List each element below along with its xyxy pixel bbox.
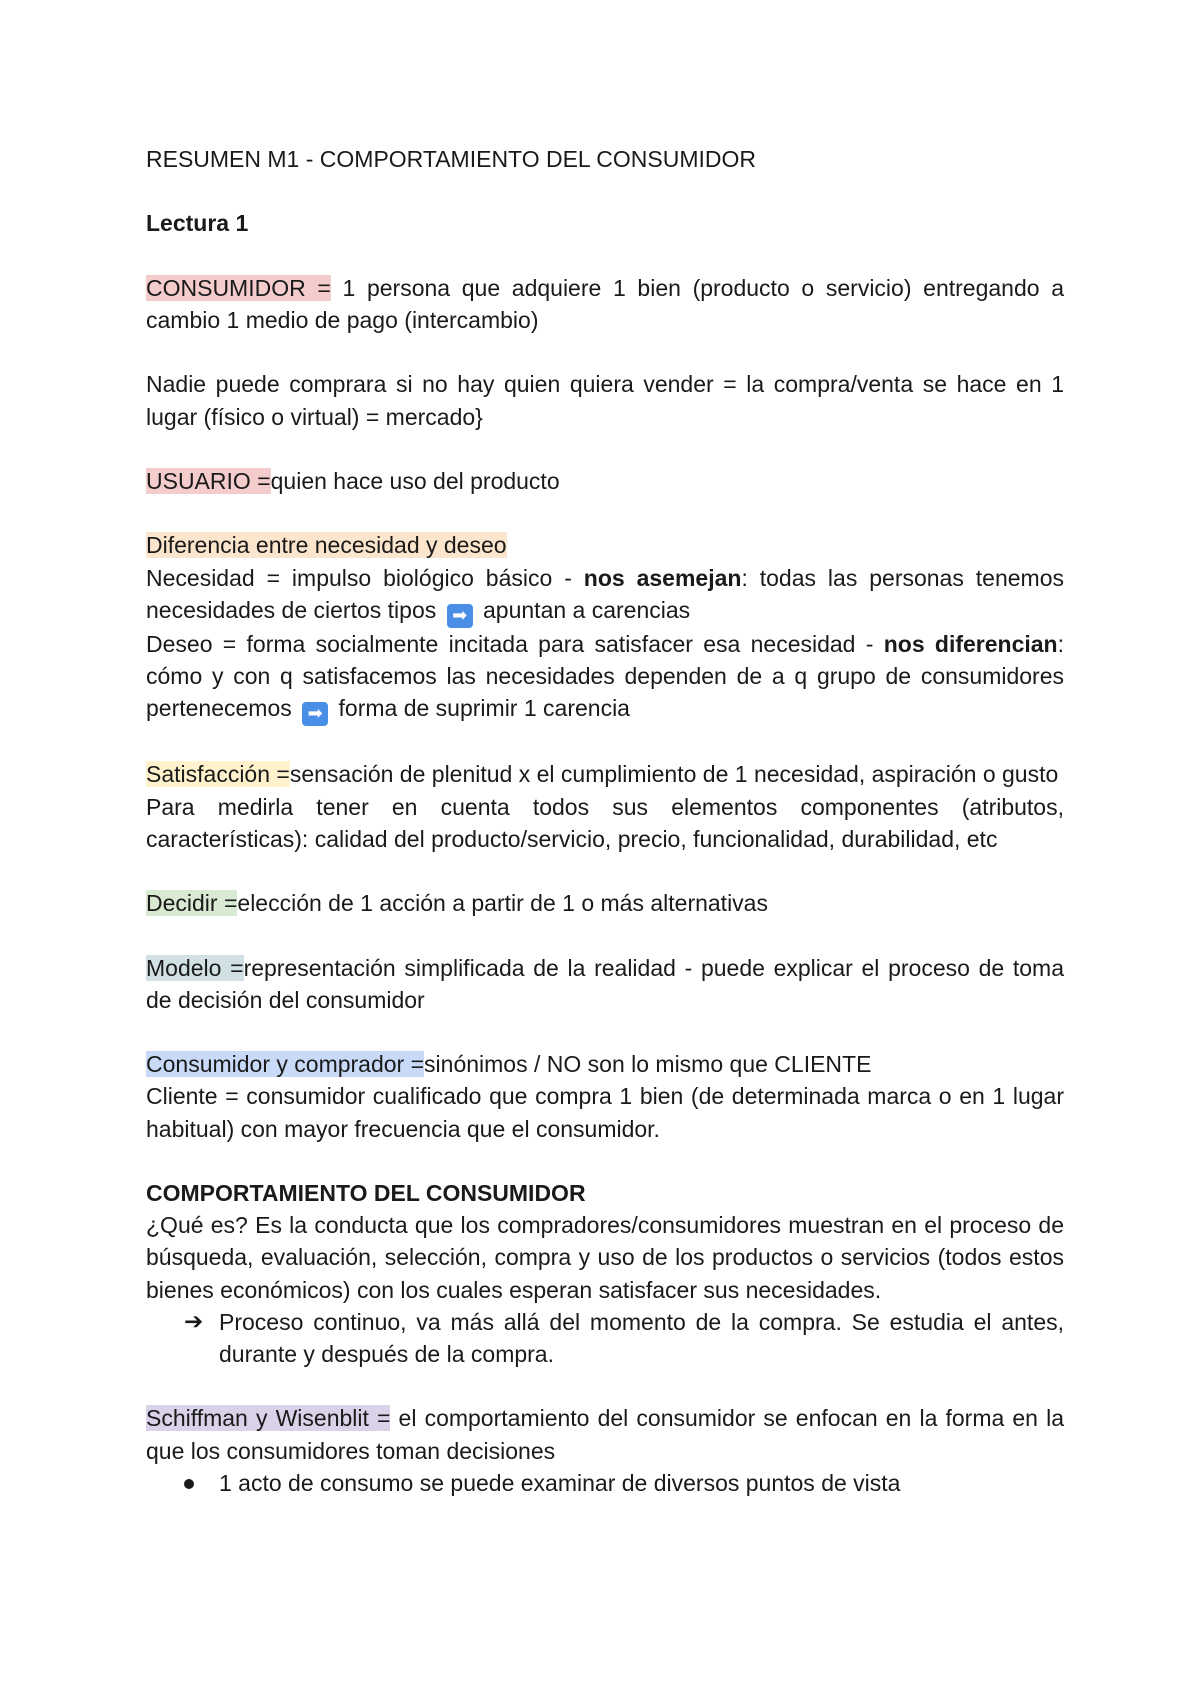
term-comprador: Consumidor y comprador = [146,1051,425,1078]
paragraph-deseo: Deseo = forma socialmente incitada para satisfacer esa necesidad - nos diferencian: cómo y con q satisfacemos las necesidades dependen de a q grupo de consumidores pertenecemos ➡ forma de suprimir 1 carencia [146,630,1064,725]
list-item [146,1306,1064,1370]
list-item-text: Proceso continuo, va más allá del momento de la compra. Se estudia el antes, durante y después de la compra. [219,1308,1064,1367]
right-arrow-icon: ➡ [302,702,328,726]
definition-usuario [146,465,1064,497]
def-consumidor: 1 persona que adquiere 1 bien (producto o servicio) entregando a cambio 1 medio de pago (intercambio) [146,274,1064,333]
section-heading-lectura: Lectura 1 [146,210,249,237]
document-title: RESUMEN M1 - COMPORTAMIENTO DEL CONSUMIDOR [146,146,756,172]
term-satisfaccion: Satisfacción = [146,761,290,788]
right-arrow-icon: ➡ [447,604,473,628]
section-heading-comportamiento: COMPORTAMIENTO DEL CONSUMIDOR [146,1179,586,1206]
list-item [146,1467,1064,1499]
def-satisfaccion: sensación de plenitud x el cumplimiento de 1 necesidad, aspiración o gusto [289,761,1059,788]
definition-consumidor [146,272,1064,336]
term-modelo: Modelo = [146,954,244,981]
def-decidir: elección de 1 acción a partir de 1 o más alternativas [237,890,768,917]
emphasis-nos-asemejan: nos asemejan [583,564,742,591]
bullet-dot-icon [184,1479,194,1489]
term-usuario: USUARIO = [146,467,271,494]
def-usuario: quien hace uso del producto [270,467,560,494]
def-schiffman: el comportamiento del consumidor se enfocan en la forma en la que los consumidores toman decisiones [146,1405,1064,1464]
paragraph-mercado: Nadie puede comprara si no hay quien quiera vender = la compra/venta se hace en 1 lugar (físico o virtual) = mercado} [146,371,1064,430]
definition-comprador [146,1048,1064,1080]
document-body [146,143,1064,1499]
paragraph-cliente: Cliente = consumidor cualificado que compra 1 bien (de determinada marca o en 1 lugar habitual) con mayor frecuencia que el consumidor. [146,1083,1064,1142]
paragraph-que-es: ¿Qué es? Es la conducta que los compradores/consumidores muestran en el proceso de búsqueda, evaluación, selección, compra y uso de los productos o servicios (todos estos bienes económicos) con los cuales esperan satisfacer sus necesidades. [146,1212,1064,1303]
emphasis-nos-diferencian: nos diferencian [883,630,1058,657]
definition-schiffman [146,1402,1064,1466]
paragraph-necesidad: Necesidad = impulso biológico básico - nos asemejan: todas las personas tenemos necesidades de ciertos tipos ➡ apuntan a carencias [146,564,1064,626]
term-schiffman: Schiffman y Wisenblit = [146,1405,391,1432]
paragraph-medir: Para medirla tener en cuenta todos sus elementos componentes (atributos, características): calidad del producto/servicio, precio, funcionalidad, durabilidad, etc [146,793,1064,852]
arrow-bullet-icon: ➔ [184,1308,204,1335]
definition-satisfaccion [146,758,1064,790]
def-comprador: sinónimos / NO son lo mismo que CLIENTE [424,1051,872,1078]
definition-modelo [146,952,1064,1016]
term-consumidor: CONSUMIDOR = [146,274,331,301]
def-modelo: representación simplificada de la realidad - puede explicar el proceso de toma de decisión del consumidor [146,954,1065,1013]
list-item-text: 1 acto de consumo se puede examinar de diversos puntos de vista [219,1469,901,1496]
definition-decidir [146,887,1064,919]
heading-diferencia [146,529,1064,561]
term-diferencia: Diferencia entre necesidad y deseo [146,532,507,559]
term-decidir: Decidir = [146,890,238,917]
